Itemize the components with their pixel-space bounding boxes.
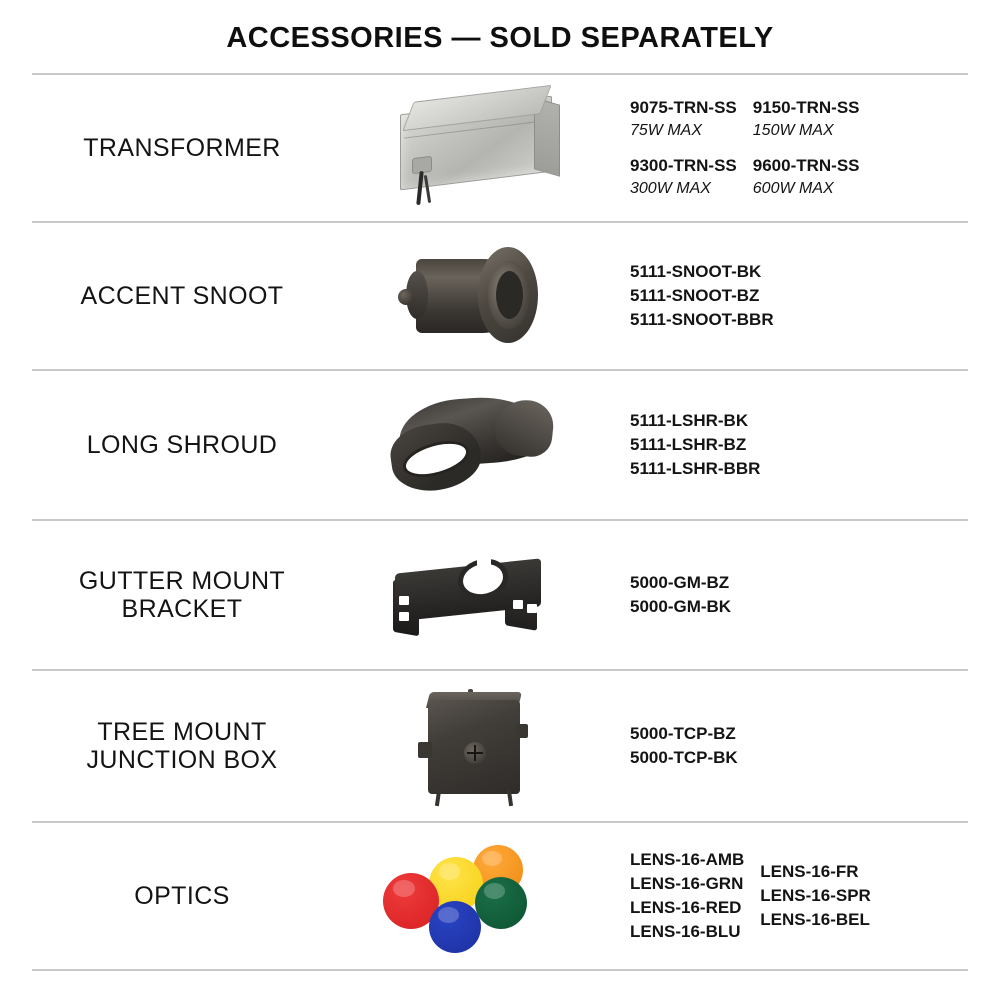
accent-snoot-image [332, 241, 622, 351]
sku-note: 150W MAX [752, 122, 834, 140]
sku-code: 5111-SNOOT-BK [630, 261, 762, 281]
accessory-name: LONG SHROUD [86, 431, 278, 459]
long-shroud-image [332, 390, 622, 500]
sku-code: 5000-TCP-BK [630, 748, 738, 767]
sku-column [630, 848, 744, 945]
sku-code: LENS-16-BEL [760, 910, 870, 930]
sku-code: 9600-TRN-SS [752, 156, 860, 175]
accessory-rows [0, 73, 1000, 971]
sku-code: 5111-LSHR-BZ [630, 434, 747, 454]
sku-code: 5000-GM-BK [630, 597, 732, 616]
sku-code: 5111-SNOOT-BZ [630, 285, 760, 305]
sku-pair [753, 96, 860, 142]
table-row [32, 73, 968, 221]
sku-pair [630, 154, 737, 200]
accessory-name: TRANSFORMER [83, 134, 281, 162]
sku-note: 75W MAX [630, 122, 703, 140]
sku-code: LENS-16-AMB [630, 849, 745, 869]
sku-code: LENS-16-BLU [630, 922, 741, 942]
sku-list [622, 260, 968, 332]
table-row [32, 519, 968, 669]
sku-code: 5111-LSHR-BK [630, 410, 749, 430]
sku-code: LENS-16-SPR [760, 885, 871, 905]
sku-code: LENS-16-FR [760, 861, 859, 881]
sku-column [753, 96, 860, 199]
tree-mount-junction-box-image [332, 686, 622, 806]
accessory-name: OPTICS [134, 882, 230, 910]
sku-list [622, 571, 968, 619]
sku-code: 5000-GM-BZ [630, 572, 730, 592]
sku-code: 5111-SNOOT-BBR [630, 310, 774, 330]
accessory-name: ACCENT SNOOT [80, 282, 284, 310]
sku-code: 5111-LSHR-BBR [630, 459, 761, 479]
sku-code: 9150-TRN-SS [752, 98, 860, 118]
sku-code: LENS-16-RED [630, 898, 742, 917]
sku-code: 5000-TCP-BZ [630, 723, 736, 743]
sku-pair [630, 96, 737, 142]
sku-column [630, 722, 738, 770]
sku-pair [753, 154, 860, 200]
sku-list [622, 848, 968, 945]
sku-code: LENS-16-GRN [630, 873, 744, 893]
lens-blue-icon [429, 901, 481, 953]
sku-list [622, 96, 968, 199]
sku-note: 600W MAX [752, 180, 834, 198]
accessory-name: TREE MOUNT JUNCTION BOX [86, 718, 278, 774]
sku-column [760, 848, 871, 945]
transformer-image [332, 89, 622, 207]
optics-lenses-image [332, 841, 622, 951]
sku-list [622, 409, 968, 481]
table-row [32, 821, 968, 971]
accessory-name: GUTTER MOUNT BRACKET [78, 567, 286, 623]
sku-column [630, 571, 731, 619]
table-row [32, 221, 968, 369]
sku-column [630, 96, 737, 199]
sku-list [622, 722, 968, 770]
table-row [32, 669, 968, 821]
sku-code: 9300-TRN-SS [630, 156, 737, 175]
sku-column [630, 409, 760, 481]
lens-green-icon [475, 877, 527, 929]
page-title: ACCESSORIES — SOLD SEPARATELY [226, 22, 774, 54]
gutter-mount-bracket-image [332, 540, 622, 650]
sku-column [630, 260, 774, 332]
sku-note: 300W MAX [630, 180, 711, 198]
sku-code: 9075-TRN-SS [630, 98, 737, 118]
table-row [32, 369, 968, 519]
